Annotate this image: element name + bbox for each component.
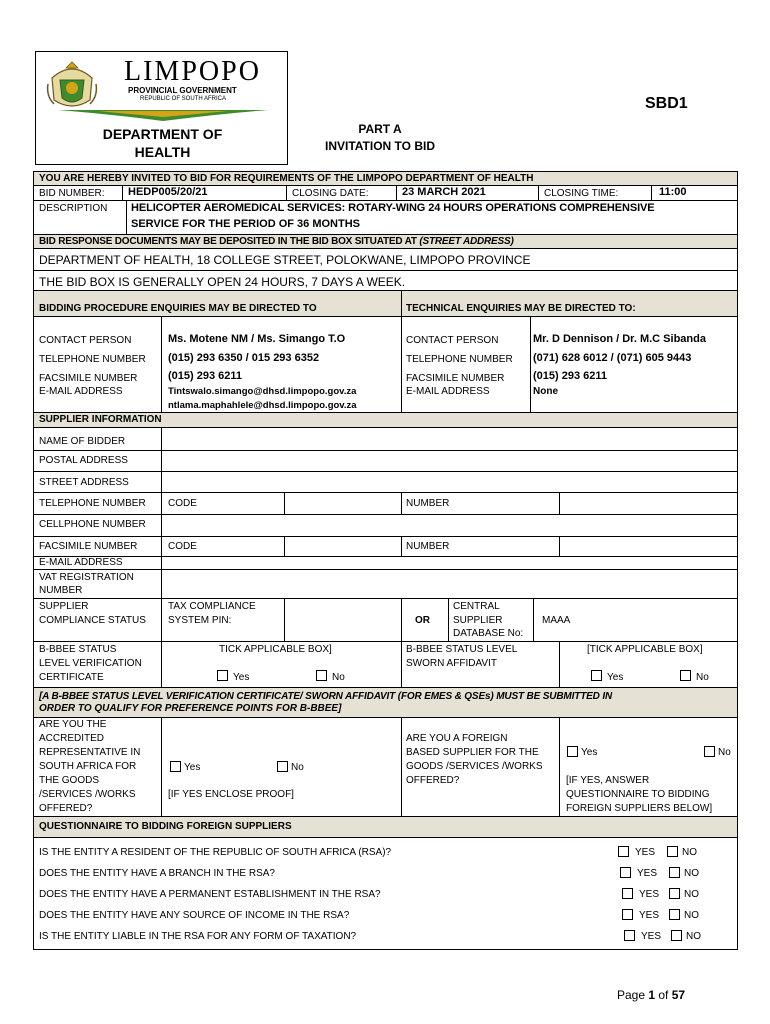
- foreign-answer-line1: [IF YES, ANSWER: [566, 775, 650, 786]
- telephone-code-label: CODE: [168, 498, 197, 509]
- vat-label-line1: VAT REGISTRATION: [39, 572, 134, 583]
- bidding-email-1: Tintswalo.simango@dhsd.limpopo.gov.za: [168, 386, 357, 397]
- supplier-telephone-label: TELEPHONE NUMBER: [39, 498, 146, 509]
- question-1-yes-checkbox[interactable]: [618, 846, 629, 857]
- invitation-header: YOU ARE HEREBY INVITED TO BID FOR REQUIREMENTS OF THE LIMPOPO DEPARTMENT OF HEALTH: [39, 173, 534, 184]
- representative-q-line6: /SERVICES /WORKS: [39, 789, 136, 800]
- questionnaire-header: QUESTIONNAIRE TO BIDDING FOREIGN SUPPLIERS: [39, 821, 292, 832]
- contact-person-label: CONTACT PERSON: [39, 335, 132, 346]
- name-of-bidder-label: NAME OF BIDDER: [39, 436, 126, 447]
- foreign-no-label: No: [718, 747, 731, 758]
- bbbee-cert-no-checkbox[interactable]: [316, 670, 327, 681]
- bbbee-cert-yes-label: Yes: [233, 672, 250, 683]
- foreign-answer-line2: QUESTIONNAIRE TO BIDDING: [566, 789, 710, 800]
- bidding-fax: (015) 293 6211: [168, 370, 243, 382]
- csd-label-line3: DATABASE No:: [453, 628, 524, 639]
- representative-proof: [IF YES ENCLOSE PROOF]: [168, 789, 294, 800]
- technical-telephone-label: TELEPHONE NUMBER: [406, 354, 513, 365]
- question-2-yes-checkbox[interactable]: [620, 867, 631, 878]
- bid-form: [33, 171, 738, 950]
- question-4: DOES THE ENTITY HAVE ANY SOURCE OF INCOME IN THE RSA?: [39, 910, 350, 921]
- question-4-yes-label: YES: [639, 910, 660, 921]
- telephone-label: TELEPHONE NUMBER: [39, 354, 146, 365]
- question-5: IS THE ENTITY LIABLE IN THE RSA FOR ANY FORM OF TAXATION?: [39, 931, 357, 942]
- telephone-number-label: NUMBER: [406, 498, 450, 509]
- bidding-email-2: ntlama.maphahlele@dhsd.limpopo.gov.za: [168, 400, 357, 411]
- bbbee-affidavit-line2: SWORN AFFIDAVIT: [406, 658, 497, 669]
- question-3-no-checkbox[interactable]: [669, 888, 680, 899]
- bbbee-cert-line3: CERTIFICATE: [39, 672, 104, 683]
- representative-q-line2: ACCREDITED: [39, 733, 105, 744]
- form-code: SBD1: [645, 95, 688, 112]
- deposit-address: DEPARTMENT OF HEALTH, 18 COLLEGE STREET, POLOKWANE, LIMPOPO PROVINCE: [39, 253, 531, 267]
- cellphone-label: CELLPHONE NUMBER: [39, 519, 146, 530]
- part-subtitle: INVITATION TO BID: [325, 139, 435, 153]
- technical-email: None: [533, 386, 558, 397]
- question-1-yes-label: YES: [635, 847, 656, 858]
- street-address-label: STREET ADDRESS: [39, 477, 129, 488]
- supplier-email-label: E-MAIL ADDRESS: [39, 557, 123, 568]
- deposit-hours: THE BID BOX IS GENERALLY OPEN 24 HOURS, 7 DAYS A WEEK.: [39, 275, 406, 289]
- representative-yes-checkbox[interactable]: [170, 761, 181, 772]
- page-number: Page 1 of 57: [617, 988, 686, 1002]
- question-2-yes-label: YES: [637, 868, 658, 879]
- representative-no-label: No: [291, 762, 304, 773]
- question-1: IS THE ENTITY A RESIDENT OF THE REPUBLIC OF SOUTH AFRICA (RSA)?: [39, 847, 392, 858]
- logo-swoosh-icon: [58, 108, 268, 122]
- email-label: E-MAIL ADDRESS: [39, 386, 123, 397]
- representative-yes-label: Yes: [184, 762, 201, 773]
- technical-contact: Mr. D Dennison / Dr. M.C Sibanda: [533, 333, 706, 345]
- foreign-q-line3: GOODS /SERVICES /WORKS: [406, 761, 543, 772]
- tax-pin-label-line1: TAX COMPLIANCE: [168, 601, 256, 612]
- bbbee-cert-no-label: No: [332, 672, 345, 683]
- question-5-yes-label: YES: [641, 931, 662, 942]
- vat-label-line2: NUMBER: [39, 585, 83, 596]
- supplier-header: SUPPLIER INFORMATION: [39, 414, 162, 425]
- logo-country: REPUBLIC OF SOUTH AFRICA: [140, 96, 227, 102]
- technical-email-label: E-MAIL ADDRESS: [406, 386, 490, 397]
- bbbee-notice-line2: ORDER TO QUALIFY FOR PREFERENCE POINTS FOR B-BBEE]: [39, 703, 342, 714]
- tax-pin-label-line2: SYSTEM PIN:: [168, 615, 232, 626]
- foreign-q-line1: ARE YOU A FOREIGN: [406, 733, 508, 744]
- foreign-answer-line3: FOREIGN SUPPLIERS BELOW]: [566, 803, 713, 814]
- question-1-no-checkbox[interactable]: [667, 846, 678, 857]
- foreign-q-line4: OFFERED?: [406, 775, 460, 786]
- technical-contact-label: CONTACT PERSON: [406, 335, 499, 346]
- department-name: DEPARTMENT OF: [102, 126, 223, 142]
- question-3-no-label: NO: [684, 889, 699, 900]
- foreign-yes-checkbox[interactable]: [567, 746, 578, 757]
- bbbee-cert-yes-checkbox[interactable]: [217, 670, 228, 681]
- or-label: OR: [415, 615, 430, 626]
- question-2: DOES THE ENTITY HAVE A BRANCH IN THE RSA?: [39, 868, 275, 879]
- question-3-yes-label: YES: [639, 889, 660, 900]
- technical-fax: (015) 293 6211: [533, 370, 608, 382]
- representative-q-line5: THE GOODS: [39, 775, 100, 786]
- closing-time-label: CLOSING TIME:: [544, 188, 619, 199]
- representative-q-line1: ARE YOU THE: [39, 719, 107, 730]
- question-2-no-label: NO: [684, 868, 699, 879]
- foreign-yes-label: Yes: [581, 747, 598, 758]
- deposit-header: BID RESPONSE DOCUMENTS MAY BE DEPOSITED IN THE BID BOX SITUATED AT (STREET ADDRESS): [39, 236, 514, 247]
- bidding-contact: Ms. Motene NM / Ms. Simango T.O: [168, 333, 346, 345]
- bbbee-affidavit-line1: B-BBEE STATUS LEVEL: [406, 644, 518, 655]
- foreign-no-checkbox[interactable]: [704, 746, 715, 757]
- coat-of-arms-icon: [44, 58, 100, 112]
- logo-subtitle: PROVINCIAL GOVERNMENT: [128, 86, 237, 95]
- technical-telephone: (071) 628 6012 / (071) 605 9443: [533, 352, 692, 364]
- fax-code-label: CODE: [168, 541, 197, 552]
- tick-applicable-right: [TICK APPLICABLE BOX]: [587, 644, 703, 655]
- question-4-no-label: NO: [684, 910, 699, 921]
- closing-time: 11:00: [659, 186, 687, 198]
- csd-maaa: MAAA: [542, 615, 571, 626]
- technical-enquiries-header: TECHNICAL ENQUIRIES MAY BE DIRECTED TO:: [406, 303, 636, 314]
- bbbee-cert-line1: B-BBEE STATUS: [39, 644, 117, 655]
- representative-q-line4: SOUTH AFRICA FOR: [39, 761, 137, 772]
- description-label: DESCRIPTION: [39, 203, 108, 214]
- closing-date: 23 MARCH 2021: [402, 186, 486, 198]
- fax-number-label: NUMBER: [406, 541, 450, 552]
- bidding-enquiries-header: BIDDING PROCEDURE ENQUIRIES MAY BE DIRECTED TO: [39, 303, 317, 314]
- bid-number-label: BID NUMBER:: [39, 188, 105, 199]
- question-2-no-checkbox[interactable]: [669, 867, 680, 878]
- department-header: [35, 51, 288, 165]
- compliance-label-line2: COMPLIANCE STATUS: [39, 615, 146, 626]
- csd-label-line1: CENTRAL: [453, 601, 500, 612]
- bbbee-affidavit-no-label: No: [696, 672, 709, 683]
- question-3: DOES THE ENTITY HAVE A PERMANENT ESTABLISHMENT IN THE RSA?: [39, 889, 381, 900]
- question-5-yes-checkbox[interactable]: [624, 930, 635, 941]
- bbbee-affidavit-yes-checkbox[interactable]: [591, 670, 602, 681]
- description-line2: SERVICE FOR THE PERIOD OF 36 MONTHS: [131, 218, 360, 230]
- foreign-q-line2: BASED SUPPLIER FOR THE: [406, 747, 539, 758]
- tick-applicable-left: TICK APPLICABLE BOX]: [219, 644, 332, 655]
- closing-date-label: CLOSING DATE:: [292, 188, 369, 199]
- postal-address-label: POSTAL ADDRESS: [39, 455, 128, 466]
- question-5-no-label: NO: [686, 931, 701, 942]
- representative-q-line7: OFFERED?: [39, 803, 93, 814]
- department-name-health: HEALTH: [134, 144, 191, 160]
- bbbee-affidavit-no-checkbox[interactable]: [680, 670, 691, 681]
- bbbee-affidavit-yes-label: Yes: [607, 672, 624, 683]
- fax-label: FACSIMILE NUMBER: [39, 373, 138, 384]
- representative-q-line3: REPRESENTATIVE IN: [39, 747, 141, 758]
- csd-label-line2: SUPPLIER: [453, 615, 503, 626]
- question-4-no-checkbox[interactable]: [669, 909, 680, 920]
- question-1-no-label: NO: [682, 847, 697, 858]
- compliance-label-line1: SUPPLIER: [39, 601, 89, 612]
- question-3-yes-checkbox[interactable]: [622, 888, 633, 899]
- supplier-fax-label: FACSIMILE NUMBER: [39, 541, 138, 552]
- part-title: PART A: [358, 122, 402, 136]
- representative-no-checkbox[interactable]: [277, 761, 288, 772]
- bbbee-cert-line2: LEVEL VERIFICATION: [39, 658, 142, 669]
- description-line1: HELICOPTER AEROMEDICAL SERVICES: ROTARY-WING 24 HOURS OPERATIONS COMPREHENSIVE: [131, 202, 655, 214]
- logo-title: LIMPOPO: [124, 56, 261, 87]
- question-4-yes-checkbox[interactable]: [622, 909, 633, 920]
- bbbee-notice-line1: [A B-BBEE STATUS LEVEL VERIFICATION CERTIFICATE/ SWORN AFFIDAVIT (FOR EMES & QSEs) MUST BE SUBMITTED IN: [39, 691, 613, 702]
- bid-number: HEDP005/20/21: [128, 186, 208, 198]
- technical-fax-label: FACSIMILE NUMBER: [406, 373, 505, 384]
- question-5-no-checkbox[interactable]: [671, 930, 682, 941]
- bidding-telephone: (015) 293 6350 / 015 293 6352: [168, 352, 320, 364]
